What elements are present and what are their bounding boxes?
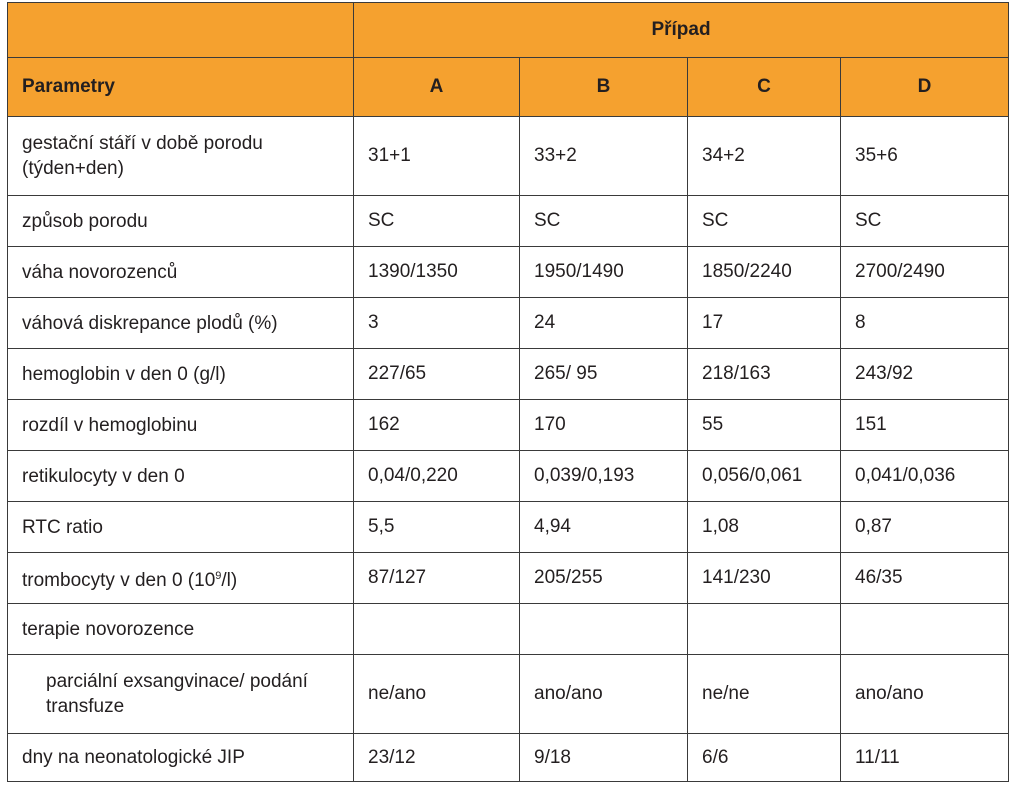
cell-case-b: 4,94	[520, 502, 688, 553]
table-row	[8, 604, 1009, 655]
row-param: váhová diskrepance plodů (%)	[8, 298, 354, 349]
row-param-text: trombocyty v den 0 (10	[22, 569, 216, 591]
cell-case-d: ano/ano	[841, 655, 1009, 734]
row-param-unit: /l)	[221, 569, 238, 591]
table-row	[8, 247, 1009, 298]
cell-case-d: 243/92	[841, 349, 1009, 400]
cell-case-b: ano/ano	[520, 655, 688, 734]
cell-case-d: 2700/2490	[841, 247, 1009, 298]
header-row-group	[8, 3, 1009, 58]
cell-case-b: 24	[520, 298, 688, 349]
header-case-d: D	[841, 58, 1009, 117]
cell-case-c: 1850/2240	[688, 247, 841, 298]
header-row-columns	[8, 58, 1009, 117]
cell-case-d: 0,041/0,036	[841, 451, 1009, 502]
row-param: dny na neonatologické JIP	[8, 734, 354, 782]
table-row	[8, 349, 1009, 400]
header-parameters: Parametry	[8, 58, 354, 117]
header-empty-cell	[8, 3, 354, 58]
cell-case-a: 3	[354, 298, 520, 349]
cell-case-b: 265/ 95	[520, 349, 688, 400]
cell-case-c: 218/163	[688, 349, 841, 400]
row-param: gestační stáří v době porodu (týden+den)	[8, 117, 354, 196]
cell-case-b: 205/255	[520, 553, 688, 604]
cell-case-a: 0,04/0,220	[354, 451, 520, 502]
header-case-b: B	[520, 58, 688, 117]
row-param: hemoglobin v den 0 (g/l)	[8, 349, 354, 400]
cell-case-c	[688, 604, 841, 655]
row-param	[8, 553, 354, 604]
cell-case-b: 0,039/0,193	[520, 451, 688, 502]
table-row	[8, 655, 1009, 734]
cell-case-b: SC	[520, 196, 688, 247]
cell-case-a: 1390/1350	[354, 247, 520, 298]
row-param: RTC ratio	[8, 502, 354, 553]
header-case-a: A	[354, 58, 520, 117]
cell-case-c: 0,056/0,061	[688, 451, 841, 502]
cell-case-d	[841, 604, 1009, 655]
cell-case-a: 31+1	[354, 117, 520, 196]
cell-case-b: 33+2	[520, 117, 688, 196]
cell-case-a: 227/65	[354, 349, 520, 400]
cell-case-c: 55	[688, 400, 841, 451]
cell-case-d: 11/11	[841, 734, 1009, 782]
header-case-c: C	[688, 58, 841, 117]
cell-case-d: 0,87	[841, 502, 1009, 553]
cell-case-a: SC	[354, 196, 520, 247]
cell-case-d: 46/35	[841, 553, 1009, 604]
cell-case-b: 170	[520, 400, 688, 451]
cell-case-c: SC	[688, 196, 841, 247]
cell-case-a: 5,5	[354, 502, 520, 553]
table-row	[8, 734, 1009, 782]
cell-case-a: 23/12	[354, 734, 520, 782]
cell-case-c: 17	[688, 298, 841, 349]
case-parameters-table	[7, 2, 1009, 782]
cell-case-a: 162	[354, 400, 520, 451]
cell-case-a	[354, 604, 520, 655]
table-row	[8, 451, 1009, 502]
table-row	[8, 400, 1009, 451]
cell-case-d: SC	[841, 196, 1009, 247]
table-row	[8, 298, 1009, 349]
row-param: rozdíl v hemoglobinu	[8, 400, 354, 451]
row-param: retikulocyty v den 0	[8, 451, 354, 502]
cell-case-a: 87/127	[354, 553, 520, 604]
table-row	[8, 553, 1009, 604]
row-param: parciální exsangvinace/ podání transfuze	[8, 655, 354, 734]
cell-case-d: 151	[841, 400, 1009, 451]
header-case-group: Případ	[354, 3, 1009, 58]
cell-case-b: 1950/1490	[520, 247, 688, 298]
cell-case-a: ne/ano	[354, 655, 520, 734]
row-param: způsob porodu	[8, 196, 354, 247]
cell-case-d: 8	[841, 298, 1009, 349]
cell-case-c: 141/230	[688, 553, 841, 604]
table-row	[8, 196, 1009, 247]
row-param: váha novorozenců	[8, 247, 354, 298]
row-param: terapie novorozence	[8, 604, 354, 655]
cell-case-c: 1,08	[688, 502, 841, 553]
table-row	[8, 502, 1009, 553]
cell-case-b	[520, 604, 688, 655]
cell-case-b: 9/18	[520, 734, 688, 782]
table-row	[8, 117, 1009, 196]
cell-case-c: 34+2	[688, 117, 841, 196]
cell-case-c: 6/6	[688, 734, 841, 782]
cell-case-d: 35+6	[841, 117, 1009, 196]
row-param-exponent: 9	[215, 569, 222, 582]
cell-case-c: ne/ne	[688, 655, 841, 734]
